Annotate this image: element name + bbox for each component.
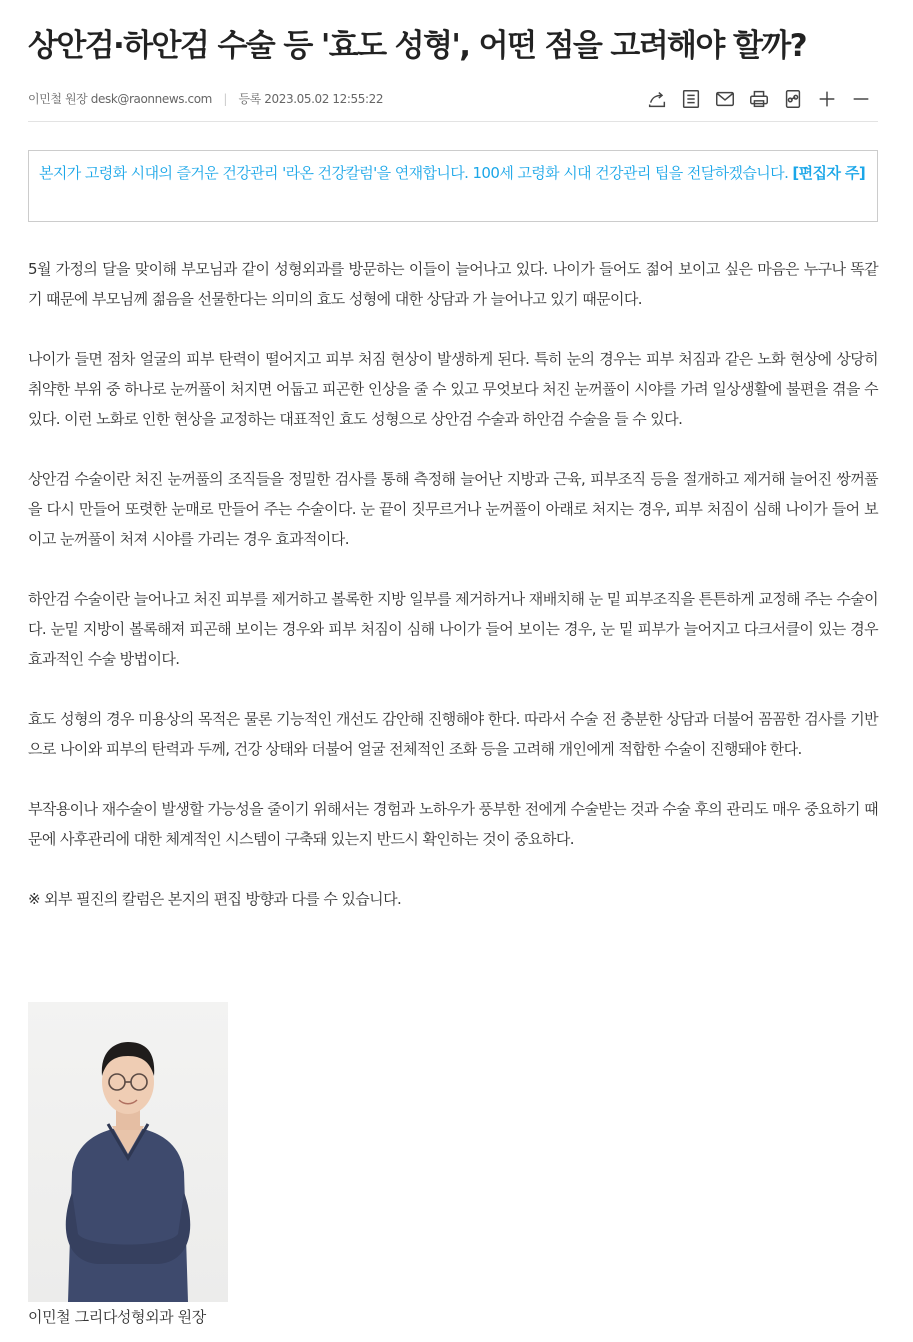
paragraph: 나이가 들면 점차 얼굴의 피부 탄력이 떨어지고 피부 처짐 현상이 발생하게 된다. 특히 눈의 경우는 피부 처짐과 같은 노화 현상에 상당히 취약한 부위 중 하나로 눈꺼풀이 처지면 어둡고 피곤한 인상을 줄 수 있고 무엇보다 처진 눈꺼풀이 시야를 가려 일상생활에 불편을 겪을 수 있다. 이런 노화로 인한 현상을 교정하는 대표적인 효도 성형으로 상안검 수술과 하안검 수술을 들 수 있다. xyxy=(28,350,878,428)
paragraph: 상안검 수술이란 처진 눈꺼풀의 조직들을 정밀한 검사를 통해 측정해 늘어난 지방과 근육, 피부조직 등을 절개하고 제거해 늘어진 쌍꺼풀을 다시 만들어 또렷한 눈매로 만들어 주는 수술이다. 눈 끝이 짓무르거나 눈꺼풀이 아래로 처지는 경우, 피부 처짐이 심해 나이가 들어 보이고 눈꺼풀이 처져 시야를 가리는 경우 효과적이다. xyxy=(28,470,878,548)
article-list-button[interactable] xyxy=(674,86,708,112)
font-increase-button[interactable] xyxy=(810,86,844,112)
header-divider xyxy=(28,121,878,122)
article-meta xyxy=(28,88,383,110)
article-title: 상안검·하안검 수술 등 '효도 성형', 어떤 점을 고려해야 할까? xyxy=(28,28,807,64)
author-name: 이민철 원장 xyxy=(28,92,88,106)
print-button[interactable] xyxy=(742,86,776,112)
email-icon xyxy=(714,88,736,110)
share-button[interactable] xyxy=(640,86,674,112)
article-list-icon xyxy=(680,88,702,110)
article-toolbar xyxy=(640,86,878,112)
paragraph: 효도 성형의 경우 미용상의 목적은 물론 기능적인 개선도 감안해 진행해야 한다. 따라서 수술 전 충분한 상담과 더불어 꼼꼼한 검사를 기반으로 나이와 피부의 탄력과 두께, 건강 상태와 더불어 얼굴 전체적인 조화 등을 고려해 개인에게 적합한 수술이 진행돼야 한다. xyxy=(28,710,878,758)
print-icon xyxy=(748,88,770,110)
meta-divider: | xyxy=(223,92,228,106)
author-email[interactable]: desk@raonnews.com xyxy=(90,92,212,106)
editor-notice-box xyxy=(28,150,878,222)
share-icon xyxy=(646,88,668,110)
author-photo xyxy=(28,1002,228,1302)
editor-notice-tag: [편집자 주] xyxy=(792,164,866,182)
paragraph: 하안검 수술이란 늘어나고 처진 피부를 제거하고 볼록한 지방 일부를 제거하거나 재배치해 눈 밑 피부조직을 튼튼하게 교정해 주는 수술이다. 눈밑 지방이 볼록해져 피곤해 보이는 경우와 피부 처짐이 심해 나이가 들어 보이는 경우, 눈 밑 피부가 늘어지고 다크서클이 있는 경우 효과적인 수술 방법이다. xyxy=(28,590,878,668)
link-copy-button[interactable] xyxy=(776,86,810,112)
article-body xyxy=(28,254,878,914)
font-increase-icon xyxy=(816,88,838,110)
editor-notice-text: 본지가 고령화 시대의 즐거운 건강관리 '라온 건강칼럼'을 연재합니다. 100세 고령화 시대 건강관리 팁을 전달하겠습니다. xyxy=(39,164,793,182)
doctor-portrait-illustration xyxy=(28,1002,228,1302)
disclaimer: ※ 외부 필진의 칼럼은 본지의 편집 방향과 다를 수 있습니다. xyxy=(28,890,402,908)
date-label: 등록 xyxy=(238,92,261,106)
font-decrease-icon xyxy=(850,88,872,110)
font-decrease-button[interactable] xyxy=(844,86,878,112)
paragraph: 부작용이나 재수술이 발생할 가능성을 줄이기 위해서는 경험과 노하우가 풍부한 전에게 수술받는 것과 수술 후의 관리도 매우 중요하기 때문에 사후관리에 대한 체계적인 시스템이 구축돼 있는지 반드시 확인하는 것이 중요하다. xyxy=(28,800,878,848)
email-button[interactable] xyxy=(708,86,742,112)
link-copy-icon xyxy=(782,88,804,110)
publish-date: 2023.05.02 12:55:22 xyxy=(264,92,384,106)
paragraph: 5월 가정의 달을 맞이해 부모님과 같이 성형외과를 방문하는 이들이 늘어나고 있다. 나이가 들어도 젊어 보이고 싶은 마음은 누구나 똑같기 때문에 부모님께 젊음을 선물한다는 의미의 효도 성형에 대한 상담과 가 늘어나고 있기 때문이다. xyxy=(28,260,878,308)
photo-caption: 이민철 그리다성형외과 원장 xyxy=(28,1308,206,1326)
